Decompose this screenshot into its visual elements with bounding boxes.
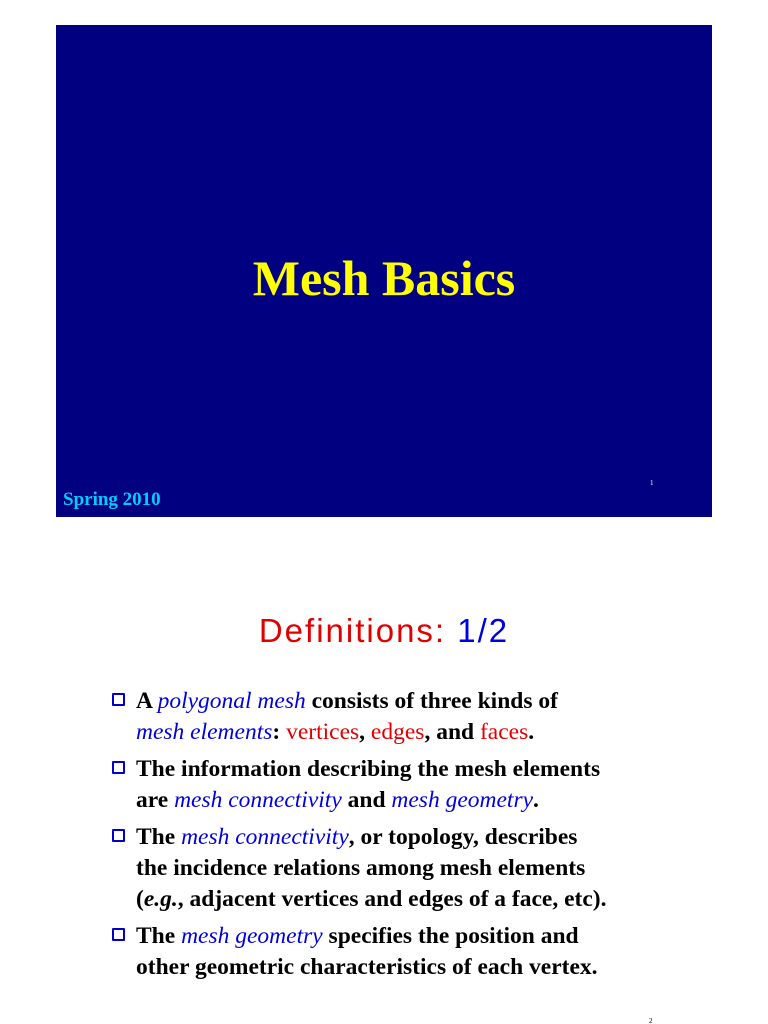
bullet-text: .	[528, 719, 535, 745]
bullet-text: other geometric characteristics of each vertex.	[136, 954, 598, 980]
list-item	[112, 921, 712, 983]
abbreviation-eg: e.g.	[143, 886, 178, 912]
bullet-text: , and	[424, 719, 480, 745]
bullet-text: A	[136, 688, 158, 714]
title-slide	[56, 25, 712, 517]
term-mesh-connectivity: mesh connectivity	[174, 787, 342, 813]
slide-footer-date: Spring 2010	[63, 489, 161, 510]
bullet-text: The	[136, 824, 182, 850]
bullet-text: The	[136, 923, 182, 949]
bullet-text: , or topology, describes	[348, 824, 578, 850]
checkbox-square-icon	[112, 693, 125, 706]
definitions-list	[112, 686, 712, 989]
term-mesh-geometry: mesh geometry	[391, 787, 534, 813]
list-item	[112, 686, 712, 748]
bullet-text: specifies the position and	[322, 923, 579, 949]
checkbox-square-icon	[112, 761, 125, 774]
keyword-vertices: vertices	[286, 719, 360, 745]
list-item	[112, 754, 712, 816]
term-mesh-connectivity: mesh connectivity	[181, 824, 349, 850]
bullet-text: (	[136, 886, 144, 912]
checkbox-square-icon	[112, 928, 125, 941]
bullet-text: ,	[359, 719, 371, 745]
bullet-text: are	[136, 787, 175, 813]
term-mesh-elements: mesh elements	[136, 719, 273, 745]
definitions-heading-page: 1/2	[457, 612, 510, 649]
page-number: 2	[649, 1017, 653, 1024]
keyword-faces: faces	[479, 719, 529, 745]
keyword-edges: edges	[370, 719, 425, 745]
bullet-text: consists of three kinds of	[305, 688, 558, 714]
bullet-text: :	[272, 719, 287, 745]
list-item	[112, 822, 712, 915]
slide-page-number: 1	[650, 479, 654, 487]
slide-title: Mesh Basics	[252, 250, 516, 306]
bullet-text: .	[533, 787, 539, 813]
term-mesh-geometry: mesh geometry	[181, 923, 323, 949]
bullet-text: , adjacent vertices and edges of a face, etc).	[177, 886, 607, 912]
term-polygonal-mesh: polygonal mesh	[157, 688, 306, 714]
bullet-text: and	[341, 787, 392, 813]
bullet-text: The information describing the mesh elements	[136, 756, 601, 782]
bullet-text: the incidence relations among mesh elements	[136, 855, 586, 881]
checkbox-square-icon	[112, 829, 125, 842]
definitions-heading	[0, 614, 768, 647]
definitions-heading-label: Definitions:	[258, 612, 458, 649]
